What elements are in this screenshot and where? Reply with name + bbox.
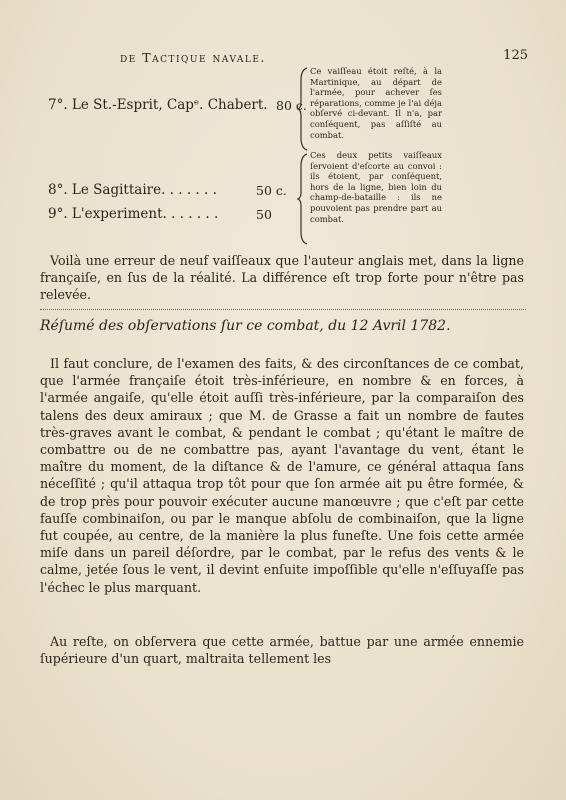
body-paragraph: Au reſte, on obſervera que cette armée, battue par une armée ennemie ſupérieure d'un quart, maltraita tellement les xyxy=(40,634,524,667)
ship-guns: 50 c. xyxy=(256,183,287,198)
curly-brace-icon xyxy=(297,66,309,152)
ship-note: Ce vaiſſeau étoit reſté, à la Martinique, au départ de l'armée, pour achever ſes réparations, comme je l'ai déja obſervé ci-devant. Il n'a, par conſéquent, pas aſſiſté au combat. xyxy=(310,66,442,140)
ship-name: 8°. Le Sagittaire. . . . . . . xyxy=(48,182,217,198)
ship-guns: 80 c. xyxy=(276,98,307,113)
intro-paragraph: Voilà une erreur de neuf vaiſſeaux que l'auteur anglais met, dans la ligne françaiſe, en ſus de la réalité. La différence eſt trop forte pour n'être pas relevée. xyxy=(40,253,524,303)
ship-name: 7°. Le St.-Esprit, Capᵉ. Chabert. xyxy=(48,97,268,113)
page-header xyxy=(40,50,528,68)
ship-guns: 50 xyxy=(256,207,272,222)
curly-brace-icon xyxy=(297,152,309,246)
ship-name: 9°. L'experiment. . . . . . . xyxy=(48,206,219,222)
ship-note: Ces deux petits vaiſſeaux ſervoient d'eſcorte au convoi : ils étoient, par conſéquent, hors de la ligne, bien loin du champ-de-bataille : ils ne pouvoient pas prendre part au combat. xyxy=(310,150,442,224)
section-divider xyxy=(40,309,526,310)
page-number: 125 xyxy=(503,48,528,63)
running-title: de Tactique navale. xyxy=(120,50,266,65)
body-paragraph: Il faut conclure, de l'examen des faits, & des circonſtances de ce combat, que l'armée françaiſe étoit très-inférieure, en nombre & en forces, à l'armée angaiſe, qu'elle étoit auſſi très-inférieure, par la comparaiſon des talens des deux amiraux ; que M. de Grasse a fait un nombre de fautes très-graves avant le combat, & pendant le combat ; qu'étant le maître de combattre ou de ne combattre pas, ayant l'avantage du vent, étant le maître du moment, de la diſtance & de l'amure, ce général attaqua ſans néceſſité ; qu'il attaqua trop tôt pour que ſon armée ait pu être formée, & de trop près pour pouvoir exécuter aucune manœuvre ; que c'eſt par cette fauſſe combinaiſon, ou par le manque abſolu de combinaiſon, que la ligne fut coupée, au centre, de la manière la plus funeſte. Une fois cette armée miſe dans un pareil déſordre, par le combat, par le refus des vents & le calme, jetée ſous le vent, il devint enſuite impoſſible qu'elle n'eſſuyaſſe pas l'échec le plus marquant. xyxy=(40,356,524,595)
section-heading: Réſumé des obſervations ſur ce combat, du 12 Avril 1782. xyxy=(40,318,451,334)
